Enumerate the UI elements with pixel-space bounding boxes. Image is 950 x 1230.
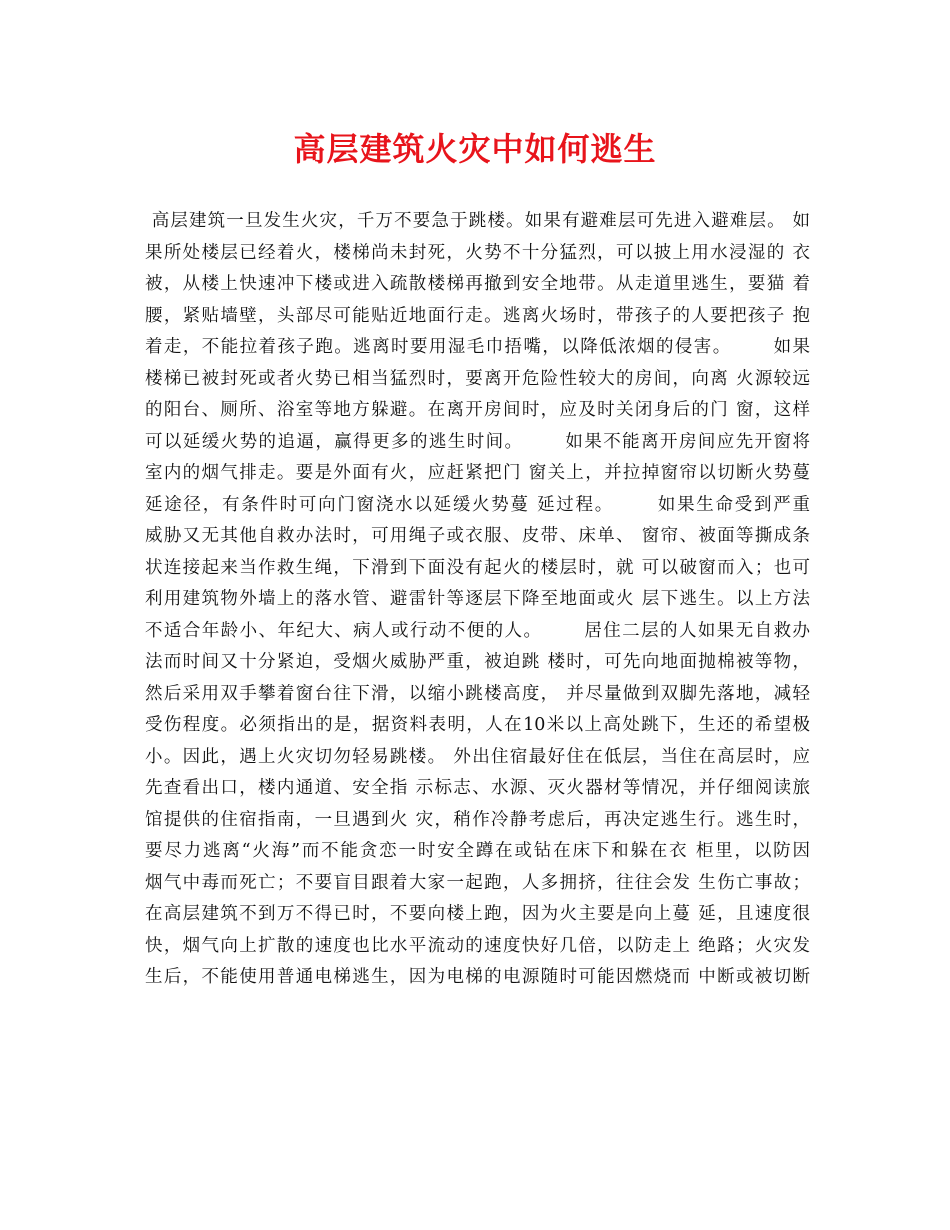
body-line: 的阳台、厕所、浴室等地方躲避。在离开房间时，应及时关闭身后的门 窗，这样 [145, 400, 810, 420]
body-line: 腰，紧贴墙壁，头部尽可能贴近地面行走。逃离火场时，带孩子的人要把孩子 抱 [145, 305, 810, 326]
body-line: 室内的烟气排走。要是外面有火，应赶紧把门 窗关上，并拉掉窗帘以切断火势蔓 [145, 463, 810, 483]
body-line: 利用建筑物外墙上的落水管、避雷针等逐层下降至地面或火 层下逃生。以上方法 [145, 589, 810, 609]
body-line: 延途径，有条件时可向门窗浇水以延缓火势蔓 延过程。 如果生命受到严重 [145, 494, 810, 515]
body-line: 楼梯已被封死或者火势已相当猛烈时，要离开危险性较大的房间，向离 火源较远 [145, 368, 810, 389]
body-line: 烟气中毒而死亡；不要盲目跟着大家一起跑，人多拥挤，往往会发 生伤亡事故； [145, 872, 810, 893]
body-line: 在高层建筑不到万不得已时，不要向楼上跑，因为火主要是向上蔓 延，且速度很 [145, 904, 810, 924]
document-title: 高层建筑火灾中如何逃生 [293, 130, 657, 168]
body-line: 生后，不能使用普通电梯逃生，因为电梯的电源随时可能因燃烧而 中断或被切断 [145, 967, 810, 987]
body-line: 馆提供的住宿指南，一旦遇到火 灾，稍作冷静考虑后，再决定逃生行。逃生时， [145, 809, 810, 830]
body-line: 果所处楼层已经着火，楼梯尚未封死，火势不十分猛烈，可以披上用水浸湿的 衣 [145, 242, 810, 263]
body-line: 高层建筑一旦发生火灾，千万不要急于跳楼。如果有避难层可先进入避难层。 如 [145, 211, 810, 231]
body-line: 威胁又无其他自救办法时，可用绳子或衣服、皮带、床单、 窗帘、被面等撕成条 [145, 526, 810, 546]
body-line: 状连接起来当作救生绳，下滑到下面没有起火的楼层时，就 可以破窗而入；也可 [145, 557, 810, 578]
body-line: 法而时间又十分紧迫，受烟火威胁严重，被迫跳 楼时，可先向地面抛棉被等物， [145, 652, 810, 672]
body-line: 着走，不能拉着孩子跑。逃离时要用湿毛巾捂嘴，以降低浓烟的侵害。 如果 [145, 337, 810, 357]
body-line: 可以延缓火势的追逼，赢得更多的逃生时间。 如果不能离开房间应先开窗将 [145, 431, 810, 452]
body-line: 小。因此，遇上火灾切勿轻易跳楼。 外出住宿最好住在低层，当住在高层时，应 [145, 746, 810, 767]
body-line: 先查看出口，楼内通道、安全指 示标志、水源、灭火器材等情况，并仔细阅读旅 [145, 778, 810, 798]
body-line: 不适合年龄小、年纪大、病人或行动不便的人。 居住二层的人如果无自救办 [145, 620, 810, 641]
body-line: 快，烟气向上扩散的速度也比水平流动的速度快好几倍，以防走上 绝路；火灾发 [145, 935, 810, 956]
body-line: 要尽力逃离“火海”而不能贪恋一时安全蹲在或钻在床下和躲在衣 柜里，以防因 [145, 841, 810, 861]
body-line: 然后采用双手攀着窗台往下滑，以缩小跳楼高度， 并尽量做到双脚先落地，减轻 [145, 683, 810, 704]
document-body [145, 206, 810, 994]
body-line: 被，从楼上快速冲下楼或进入疏散楼梯再撤到安全地带。从走道里逃生，要猫 着 [145, 274, 810, 294]
body-line: 受伤程度。必须指出的是，据资料表明，人在10米以上高处跳下，生还的希望极 [145, 715, 810, 735]
